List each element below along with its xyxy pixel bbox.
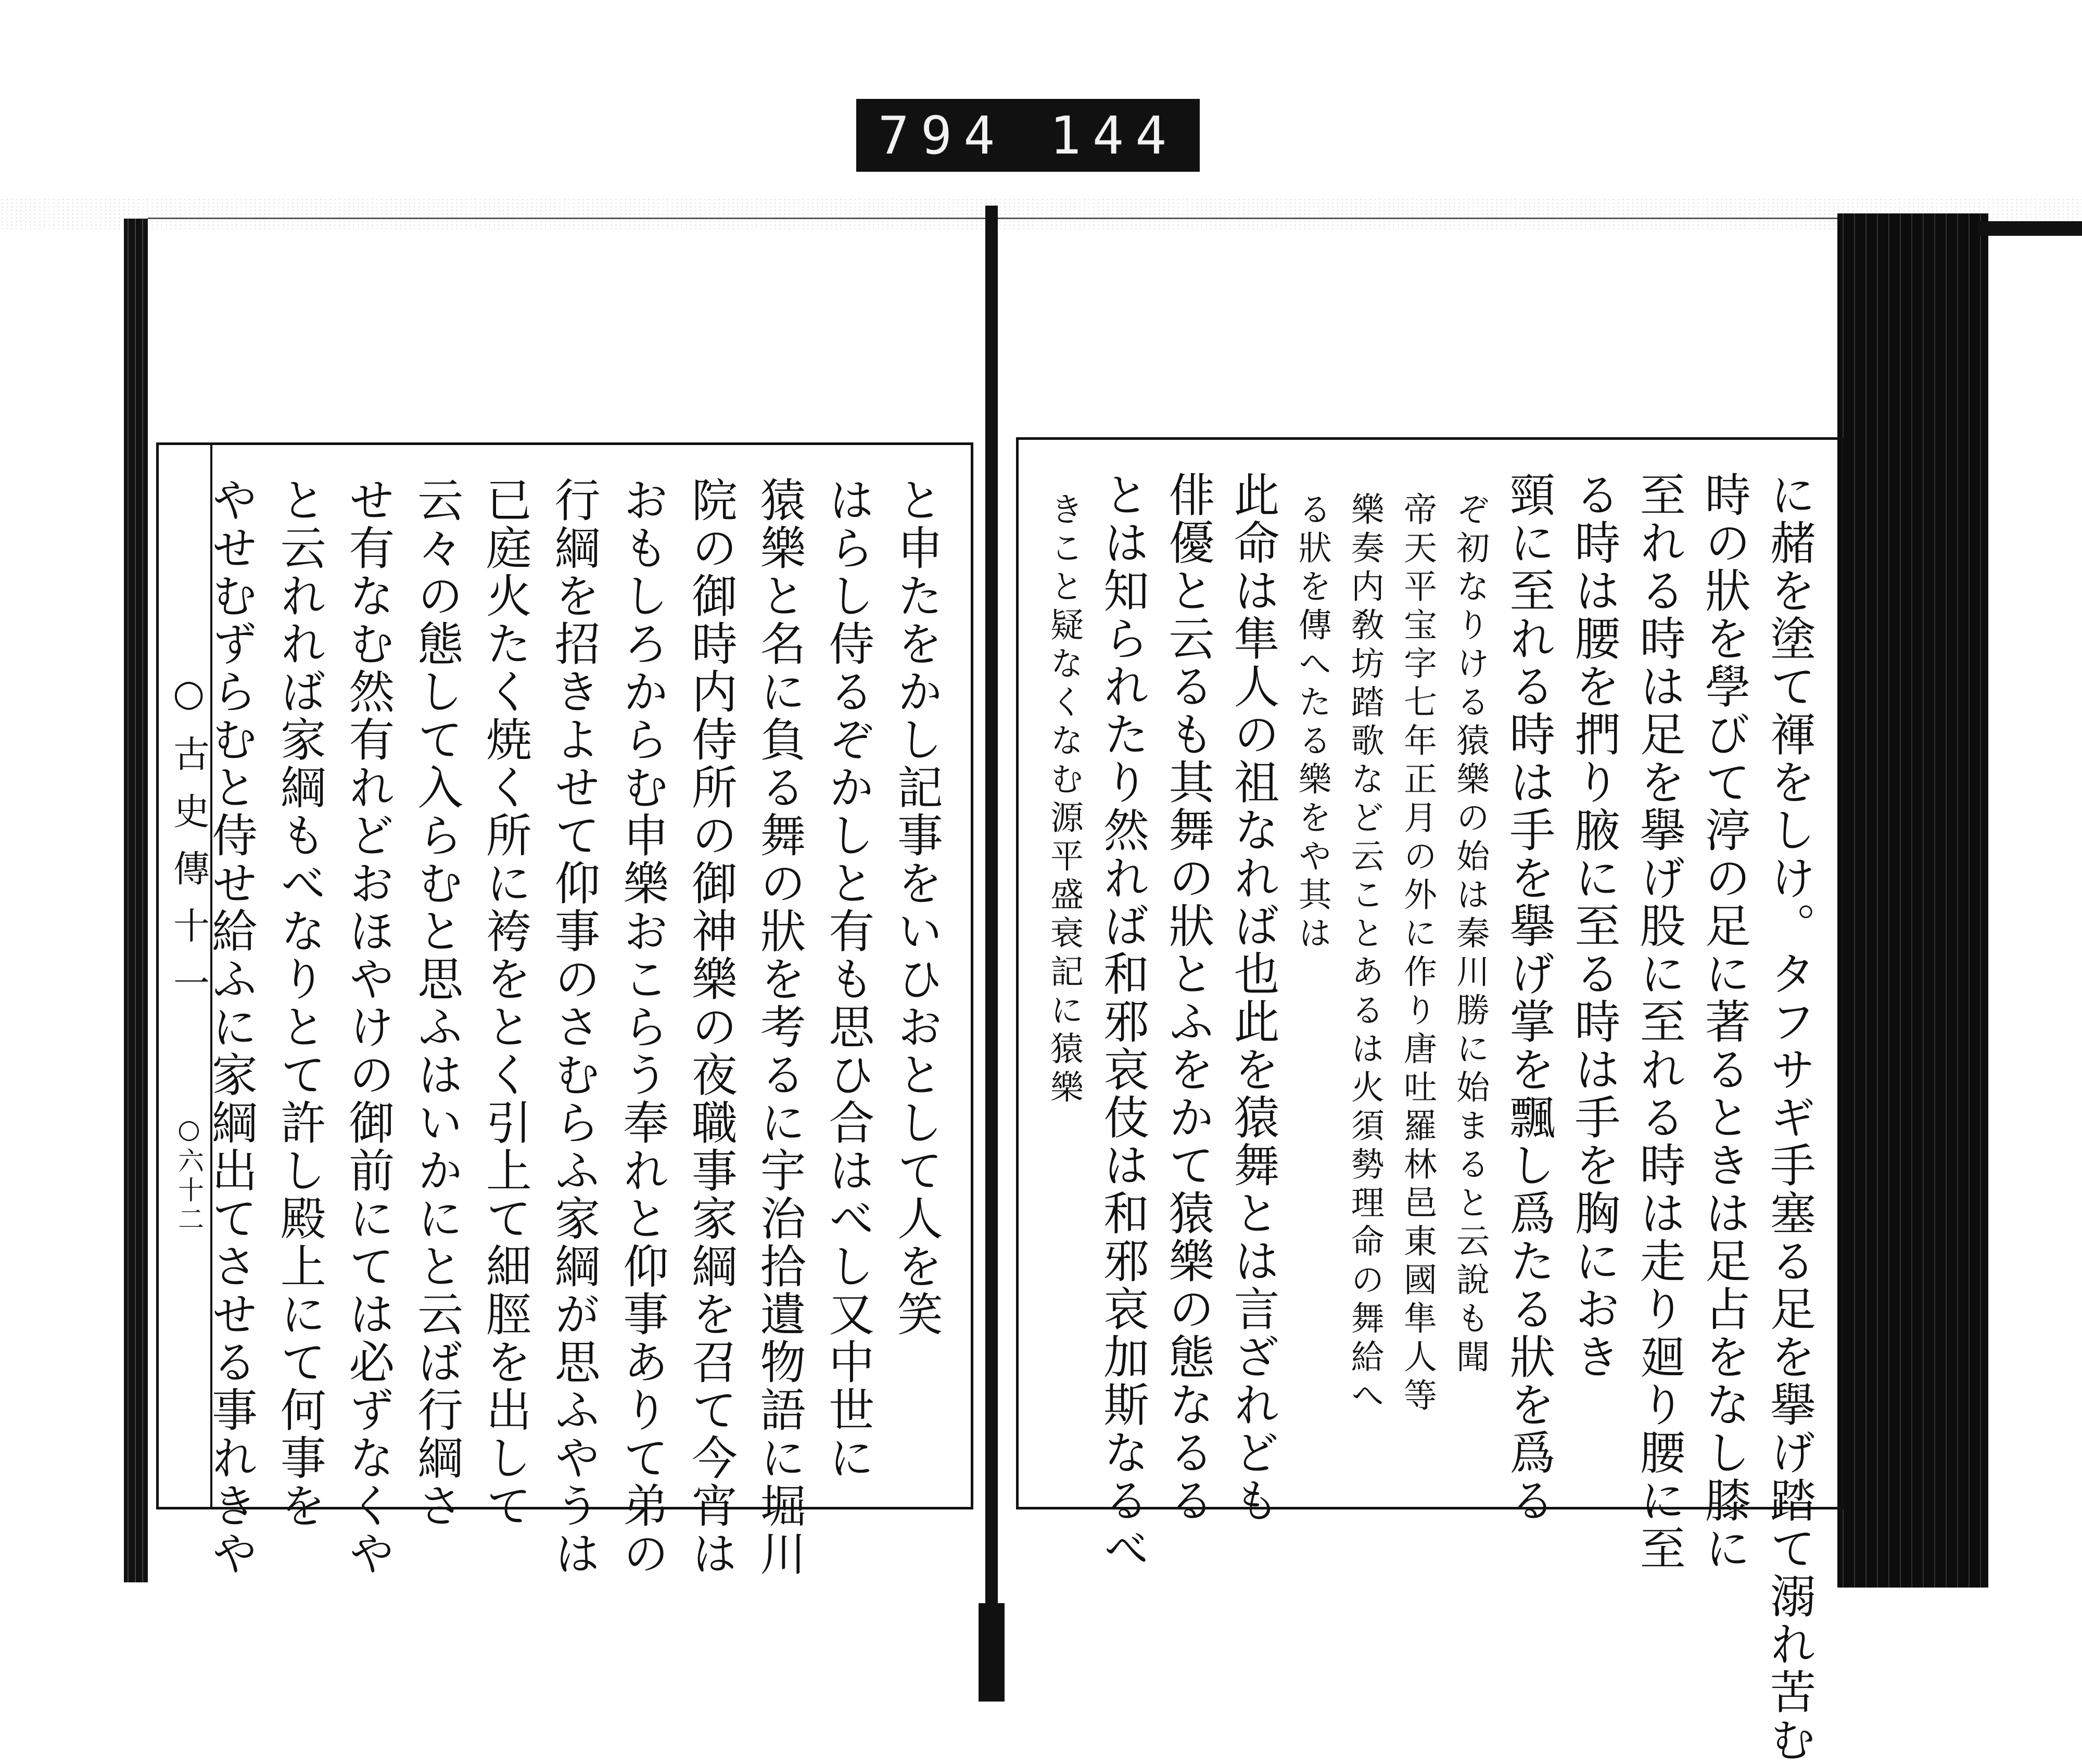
page-number: ○六十二: [174, 1114, 204, 1235]
text-column: やせむずらむと侍せ給ふに家綱出てさせる事れきや: [205, 476, 258, 1578]
catalog-label-left: 794: [878, 105, 1007, 166]
text-column: 行綱を招きよせて仰事のさむらふ家綱が思ふやうは: [547, 476, 601, 1578]
right-page-edge: [1837, 213, 1988, 1588]
text-column: 時の狀を學びて渟の足に著るときは足占をなし膝に: [1697, 471, 1751, 1572]
catalog-label-right: 144: [1049, 105, 1178, 166]
text-column-small: る狀を傳へたる樂をや其は: [1292, 492, 1331, 954]
text-column-small: 帝天平宝字七年正月の外に作り唐吐羅林邑東國隼人等: [1398, 492, 1437, 1416]
text-column: る時は腰を捫り腋に至る時は手を胸におき: [1567, 471, 1621, 1381]
left-page-edge: [124, 219, 148, 1582]
text-column: と云れれば家綱もべなりとて許し殿上にて何事を: [273, 476, 327, 1530]
text-column-small: 樂奏内敎坊踏歌など云ことあるは火須勢理命の舞給へ: [1345, 492, 1384, 1416]
text-column: 頸に至れる時は手を擧げ掌を飄し爲たる狀を爲る: [1502, 471, 1556, 1525]
right-page-frame: [1016, 437, 1844, 1764]
text-column: と申たをかし記事をいひおとして人を笑: [890, 476, 944, 1338]
text-column: せ有なむ然有れどおほやけの御前にては必ずなくや: [341, 476, 396, 1578]
text-column: 此命は隼人の祖なれば也此を猿舞とは言ざれども: [1226, 471, 1280, 1525]
text-column: 俳優と云るも其舞の狀とふをかて猿樂の態なるる: [1161, 471, 1215, 1525]
right-page-text: [1045, 471, 1817, 1764]
scan-noise-band: [0, 198, 2082, 229]
book-spine-base: [979, 1603, 1005, 1702]
right-edge-tab: [1978, 221, 2082, 236]
text-column-small: ぞ初なりける猿樂の始は秦川勝に始まると云說も聞: [1451, 492, 1490, 1378]
text-column: に赭を塗て褌をしけ。タフサギ手塞る足を擧げ踏て溺れ苦む: [1762, 471, 1817, 1764]
text-column: 猿樂と名に負る舞の狀を考るに宇治拾遺物語に堀川: [753, 476, 807, 1578]
text-column: おもしろからむ申樂おこらう奉れと仰事ありて弟の: [616, 476, 670, 1578]
book-spine: [985, 206, 998, 1702]
catalog-label: [856, 99, 1200, 172]
text-column: はらし侍るぞかしと有も思ひ合はべし又中世に: [821, 476, 875, 1482]
text-column: 已庭火たく焼く所に袴をとく引上て細脛を出して: [478, 476, 532, 1530]
text-column: 云々の態して入らむと思ふはいかにと云ば行綱さ: [410, 476, 464, 1530]
text-column: 至れる時は足を擧げ股に至れる時は走り廻り腰に至: [1632, 471, 1686, 1572]
text-column: 院の御時内侍所の御神樂の夜職事家綱を召て今宵は: [684, 476, 738, 1578]
running-head: ○古史傳十一: [167, 671, 210, 1021]
text-column: とは知られたり然れば和邪哀伎は和邪哀加斯なるべ: [1096, 471, 1150, 1572]
left-page-frame: [156, 442, 973, 1578]
text-column-small: きこと疑なくなむ源平盛衰記に猿樂: [1045, 492, 1083, 1108]
left-page-text: [205, 476, 944, 1578]
